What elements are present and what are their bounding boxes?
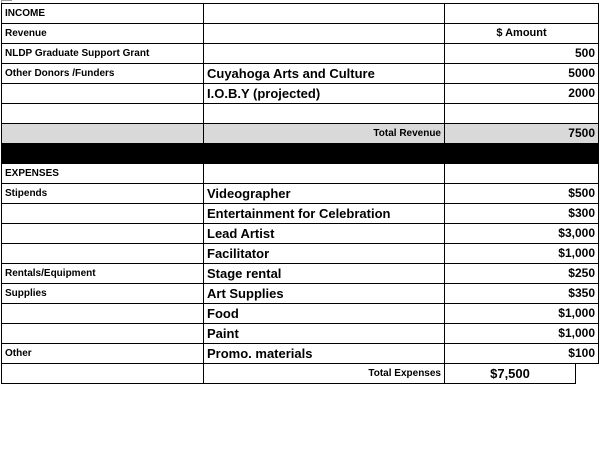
revenue-header-row (2, 24, 599, 44)
expense-category[interactable] (2, 244, 204, 264)
expense-category[interactable] (2, 204, 204, 224)
empty-cell[interactable] (2, 104, 204, 124)
amount-header[interactable]: $ Amount (445, 24, 599, 44)
empty-cell (576, 364, 599, 384)
empty-cell[interactable] (2, 124, 204, 144)
expense-category[interactable]: Rentals/Equipment (2, 264, 204, 284)
expense-row (2, 224, 599, 244)
total-revenue-value[interactable]: 7500 (445, 124, 599, 144)
expense-row (2, 284, 599, 304)
expense-category[interactable]: Other (2, 344, 204, 364)
expense-amount[interactable]: $500 (445, 184, 599, 204)
empty-cell[interactable] (445, 104, 599, 124)
income-row-label[interactable]: NLDP Graduate Support Grant (2, 44, 204, 64)
black-cell[interactable] (2, 144, 204, 164)
income-row-amount[interactable]: 500 (445, 44, 599, 64)
empty-cell[interactable] (445, 164, 599, 184)
expense-row (2, 264, 599, 284)
expense-amount[interactable]: $1,000 (445, 244, 599, 264)
expense-category[interactable]: Stipends (2, 184, 204, 204)
income-title-row (2, 4, 599, 24)
income-row-label[interactable] (2, 84, 204, 104)
empty-cell[interactable] (204, 164, 445, 184)
total-expenses-value[interactable]: $7,500 (445, 364, 576, 384)
expense-row (2, 204, 599, 224)
budget-table (1, 3, 599, 384)
expense-item[interactable]: Promo. materials (204, 344, 445, 364)
total-expenses-row (2, 364, 599, 384)
income-row-source[interactable]: Cuyahoga Arts and Culture (204, 64, 445, 84)
expense-item[interactable]: Facilitator (204, 244, 445, 264)
expense-category[interactable] (2, 304, 204, 324)
total-revenue-label[interactable]: Total Revenue (204, 124, 445, 144)
income-row-label[interactable]: Other Donors /Funders (2, 64, 204, 84)
expense-amount[interactable]: $350 (445, 284, 599, 304)
empty-cell[interactable] (576, 4, 599, 24)
income-row-source[interactable] (204, 44, 445, 64)
separator-row (2, 144, 599, 164)
expense-amount[interactable]: $1,000 (445, 304, 599, 324)
income-row-amount[interactable]: 2000 (445, 84, 599, 104)
expense-amount[interactable]: $3,000 (445, 224, 599, 244)
black-cell[interactable] (204, 144, 445, 164)
empty-cell[interactable] (204, 24, 445, 44)
income-row (2, 44, 599, 64)
income-row-source[interactable]: I.O.B.Y (projected) (204, 84, 445, 104)
expense-row (2, 344, 599, 364)
expense-item[interactable]: Videographer (204, 184, 445, 204)
expense-row (2, 244, 599, 264)
expense-category[interactable]: Supplies (2, 284, 204, 304)
total-expenses-label[interactable]: Total Expenses (204, 364, 445, 384)
expense-row (2, 324, 599, 344)
expense-row (2, 184, 599, 204)
black-cell[interactable] (445, 144, 599, 164)
income-row (2, 84, 599, 104)
total-revenue-row (2, 124, 599, 144)
expense-amount[interactable]: $250 (445, 264, 599, 284)
revenue-label[interactable]: Revenue (2, 24, 204, 44)
empty-cell[interactable] (204, 4, 445, 24)
expense-item[interactable]: Entertainment for Celebration (204, 204, 445, 224)
empty-cell[interactable] (445, 4, 576, 24)
expense-item[interactable]: Stage rental (204, 264, 445, 284)
expense-item[interactable]: Food (204, 304, 445, 324)
expense-item[interactable]: Paint (204, 324, 445, 344)
budget-sheet (1, 3, 598, 384)
expenses-title[interactable]: EXPENSES (2, 164, 204, 184)
expense-category[interactable] (2, 324, 204, 344)
income-row-amount[interactable]: 5000 (445, 64, 599, 84)
expense-category[interactable] (2, 224, 204, 244)
expense-item[interactable]: Lead Artist (204, 224, 445, 244)
expense-item[interactable]: Art Supplies (204, 284, 445, 304)
income-row (2, 64, 599, 84)
empty-cell[interactable] (204, 104, 445, 124)
empty-cell[interactable] (2, 364, 204, 384)
expense-amount[interactable]: $300 (445, 204, 599, 224)
expense-row (2, 304, 599, 324)
expense-amount[interactable]: $1,000 (445, 324, 599, 344)
expense-amount[interactable]: $100 (445, 344, 599, 364)
expenses-title-row (2, 164, 599, 184)
income-title[interactable]: INCOME (2, 4, 204, 24)
empty-row (2, 104, 599, 124)
